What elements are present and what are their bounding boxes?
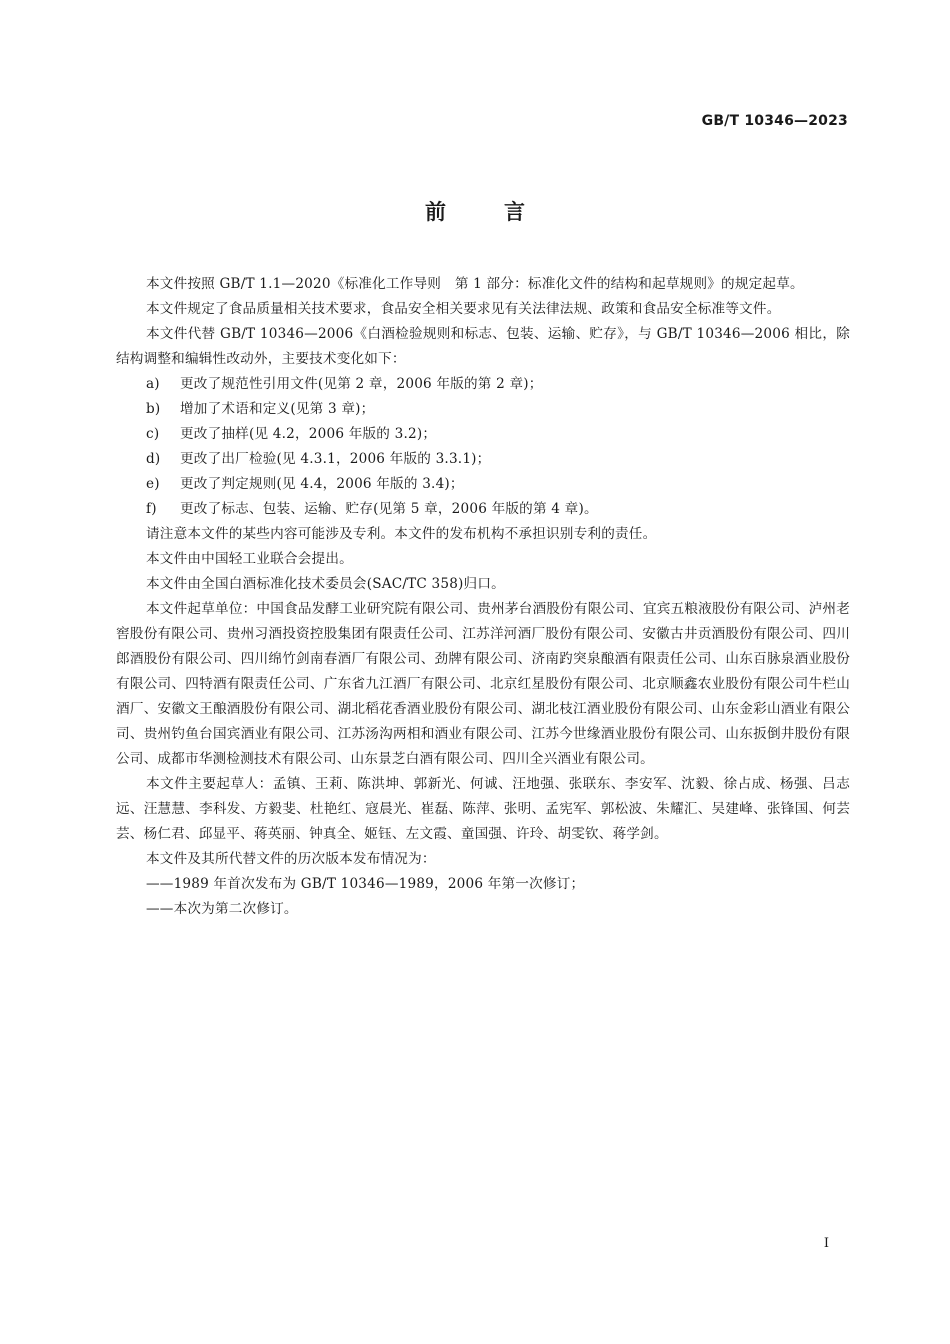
history-item: ——本次为第二次修订。 (146, 901, 298, 917)
change-item-label: a) (146, 376, 160, 392)
change-item-label: d) (146, 451, 161, 467)
change-item-text: 更改了标志、包装、运输、贮存(见第 5 章，2006 年版的第 4 章)。 (180, 501, 598, 517)
change-item-text: 增加了术语和定义(见第 3 章)； (180, 401, 375, 417)
paragraph-proposer: 本文件由中国轻工业联合会提出。 (146, 551, 353, 567)
paragraph-replacement: 本文件代替 GB/T 10346—2006《白酒检验规则和标志、包装、运输、贮存》，与 GB/T 10346—2006 相比，除结构调整和编辑性改动外，主要技术变化如下： (116, 326, 850, 367)
change-item (116, 372, 850, 397)
change-item (116, 472, 850, 497)
change-item-label: c) (146, 426, 160, 442)
paragraph-drafters: 本文件主要起草人：孟镇、王莉、陈洪坤、郭新光、何诚、汪地强、张联东、李安军、沈毅、徐占成、杨强、吕志远、汪慧慧、李科发、方毅斐、杜艳红、寇晨光、崔磊、陈萍、张明、孟宪军、郭松波、朱耀汇、吴建峰、张锋国、何芸芸、杨仁君、邱显平、蒋英丽、钟真全、姬钰、左文霞、童国强、许玲、胡雯钦、蒋学剑。 (116, 776, 850, 842)
change-item-text: 更改了出厂检验(见 4.3.1，2006 年版的 3.3.1)； (180, 451, 491, 467)
title-char-2: 言 (504, 200, 525, 224)
change-item (116, 497, 850, 522)
paragraph-drafting-rules: 本文件按照 GB/T 1.1—2020《标准化工作导则 第 1 部分：标准化文件的结构和起草规则》的规定起草。 (146, 276, 804, 292)
change-item-label: e) (146, 476, 160, 492)
change-item-label: b) (146, 401, 161, 417)
change-item (116, 422, 850, 447)
change-item (116, 447, 850, 472)
change-item-text: 更改了判定规则(见 4.4，2006 年版的 3.4)； (180, 476, 464, 492)
page-title (0, 196, 950, 226)
title-char-1: 前 (425, 200, 446, 224)
change-item-text: 更改了规范性引用文件(见第 2 章，2006 年版的第 2 章)； (180, 376, 543, 392)
change-item-label: f) (146, 501, 157, 517)
foreword-body (116, 272, 850, 922)
change-item-text: 更改了抽样(见 4.2，2006 年版的 3.2)； (180, 426, 437, 442)
page-number: I (823, 1236, 829, 1251)
paragraph-drafting-units: 本文件起草单位：中国食品发酵工业研究院有限公司、贵州茅台酒股份有限公司、宜宾五粮液股份有限公司、泸州老窖股份有限公司、贵州习酒投资控股集团有限责任公司、江苏洋河酒厂股份有限公司、安徽古井贡酒股份有限公司、四川郎酒股份有限公司、四川绵竹剑南春酒厂有限公司、劲牌有限公司、济南趵突泉酿酒有限责任公司、山东百脉泉酒业股份有限公司、四特酒有限责任公司、广东省九江酒厂有限公司、北京红星股份有限公司、北京顺鑫农业股份有限公司牛栏山酒厂、安徽文王酿酒股份有限公司、湖北稻花香酒业股份有限公司、湖北枝江酒业股份有限公司、山东金彩山酒业有限公司、贵州钓鱼台国宾酒业有限公司、江苏汤沟两相和酒业有限公司、江苏今世缘酒业股份有限公司、山东扳倒井股份有限公司、成都市华测检测技术有限公司、山东景芝白酒有限公司、四川全兴酒业有限公司。 (116, 601, 850, 767)
paragraph-patent-notice: 请注意本文件的某些内容可能涉及专利。本文件的发布机构不承担识别专利的责任。 (146, 526, 657, 542)
change-item (116, 397, 850, 422)
paragraph-technical-committee: 本文件由全国白酒标准化技术委员会(SAC/TC 358)归口。 (146, 576, 505, 592)
paragraph-scope: 本文件规定了食品质量相关技术要求，食品安全相关要求见有关法律法规、政策和食品安全标准等文件。 (146, 301, 781, 317)
standard-number: GB/T 10346—2023 (701, 113, 848, 129)
history-item: ——1989 年首次发布为 GB/T 10346—1989，2006 年第一次修订； (146, 876, 585, 892)
paragraph-history-intro: 本文件及其所代替文件的历次版本发布情况为： (146, 851, 436, 867)
